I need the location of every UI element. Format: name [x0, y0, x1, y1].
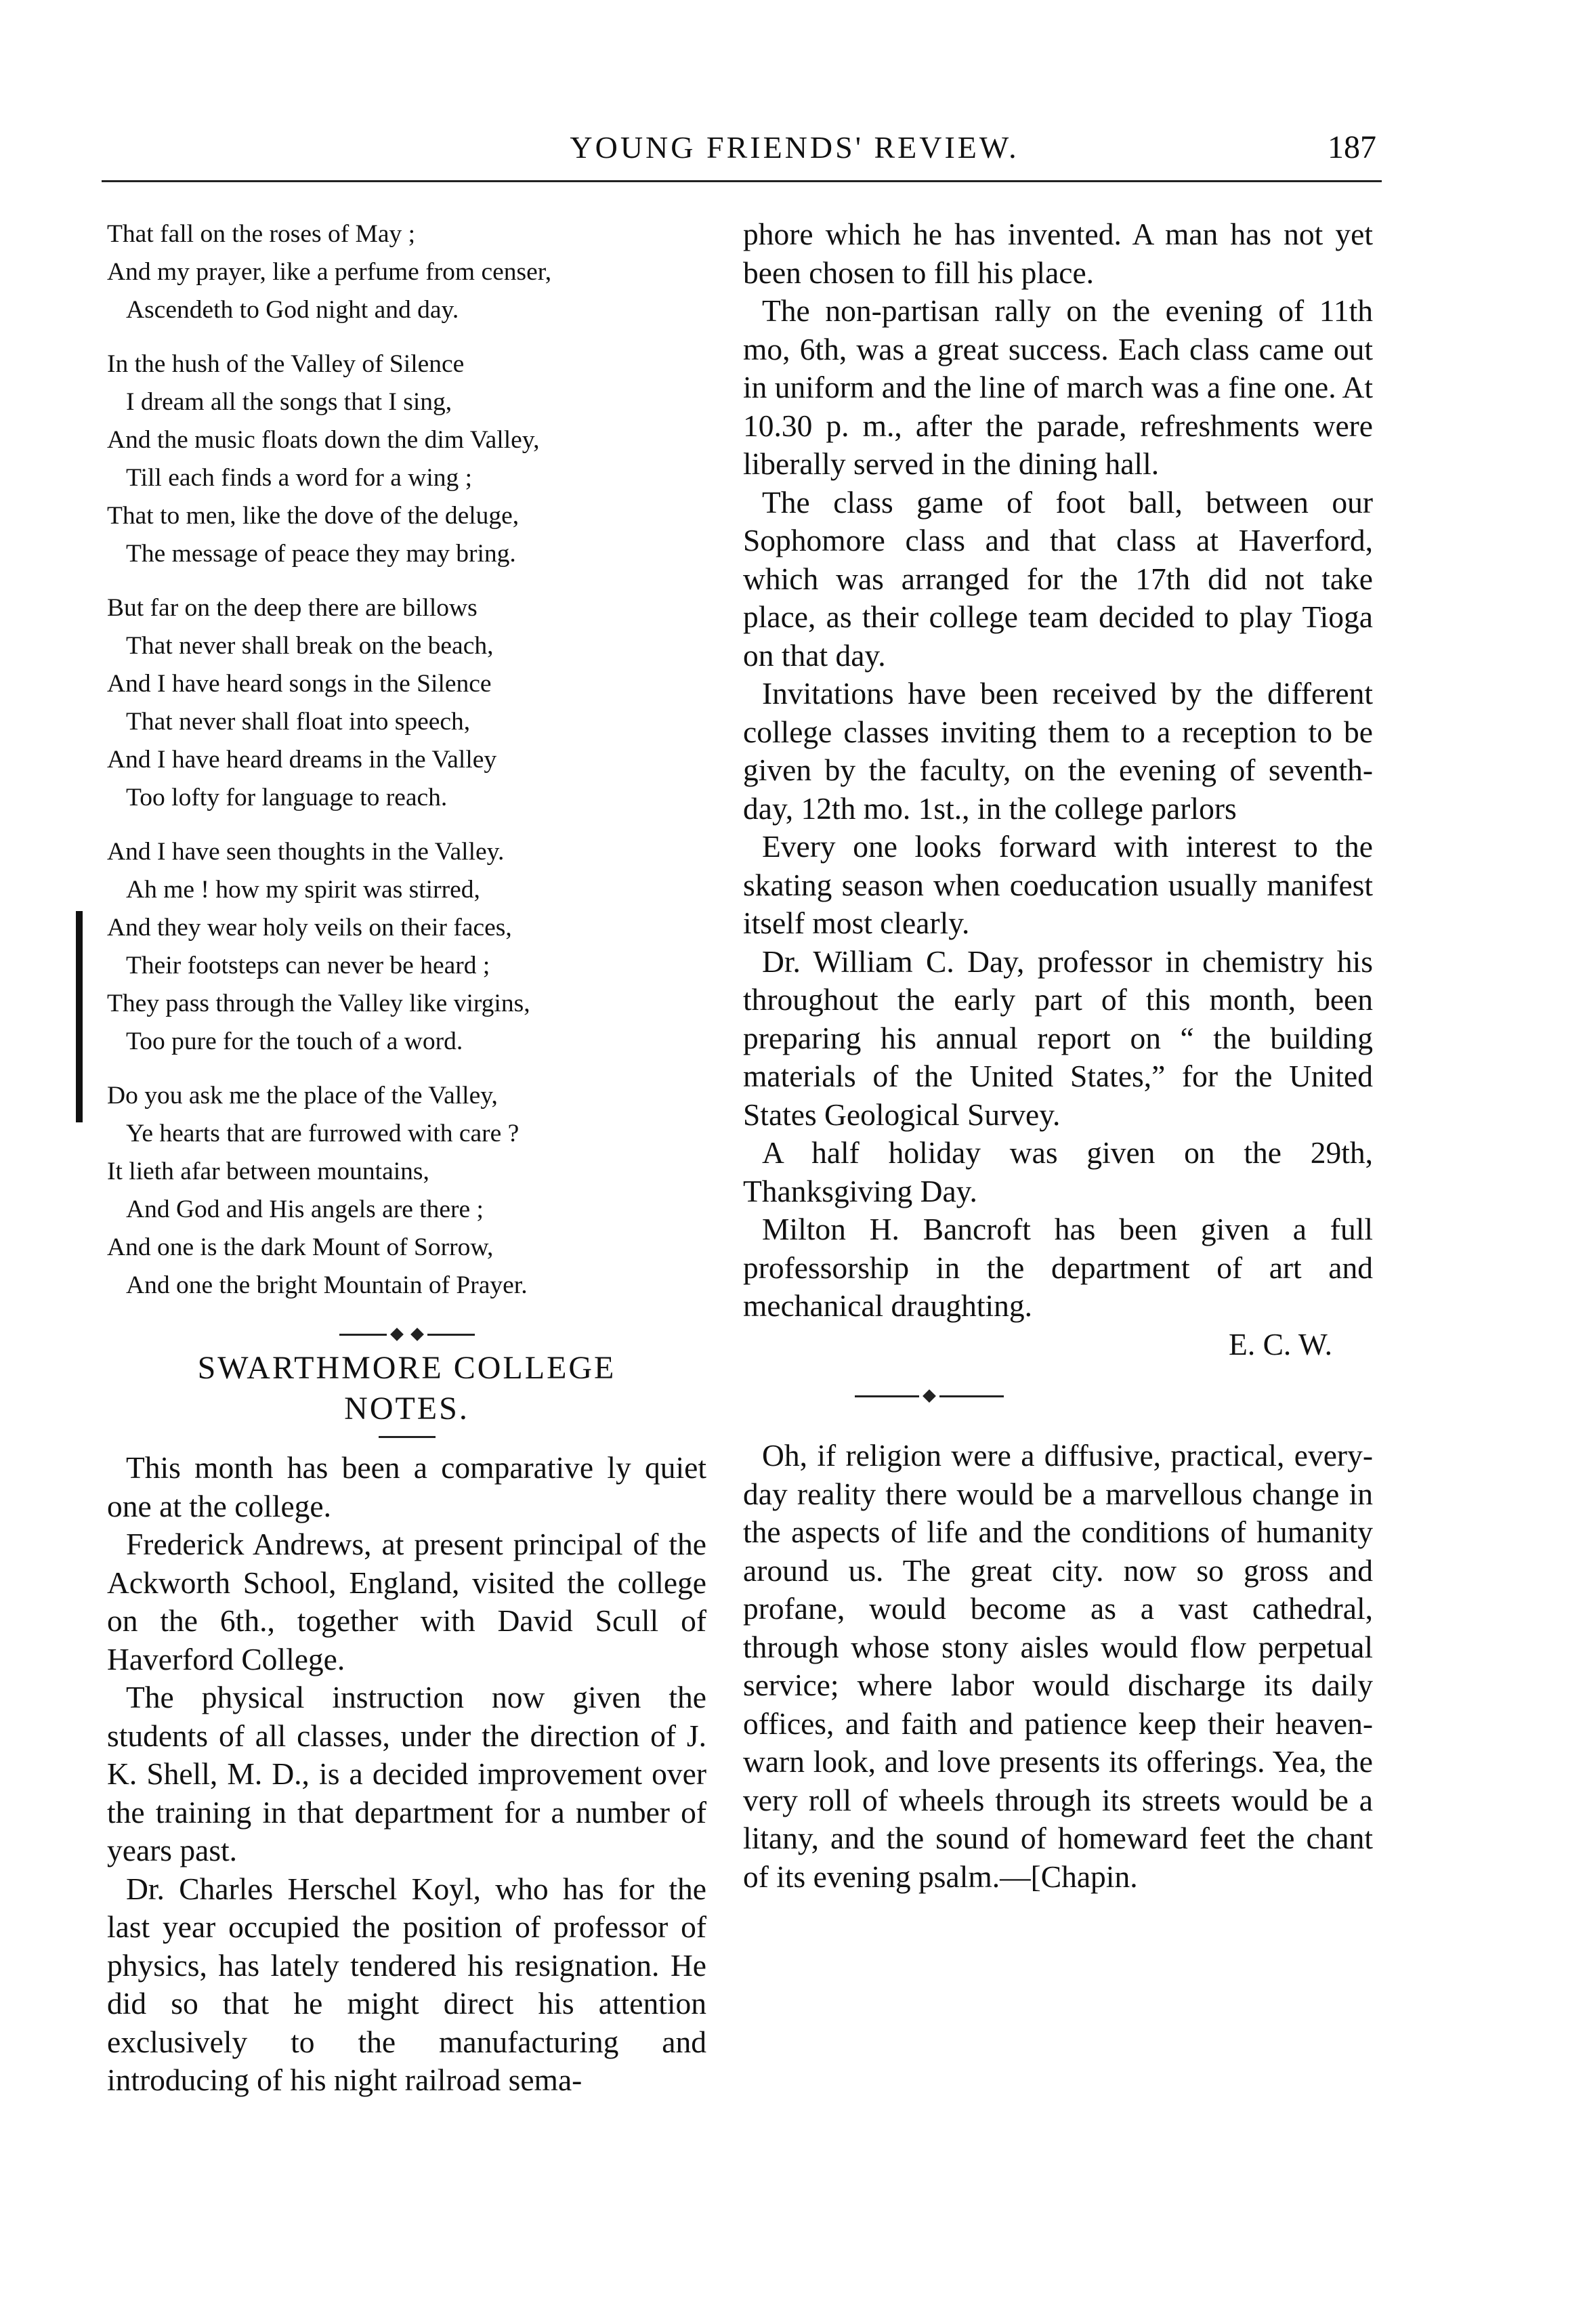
- page-number: 187: [1328, 129, 1376, 165]
- poem-line: Too pure for the touch of a word.: [126, 1028, 463, 1055]
- paragraph: Every one looks forward with interest to the skating season when coeducation usually manifest itself most clearly.: [743, 829, 1373, 940]
- poem-line: That to men, like the dove of the deluge,: [107, 502, 520, 530]
- poem-stanza: [107, 589, 706, 817]
- right-column: [743, 215, 1373, 1896]
- paragraph-continuation: phore which he has invented. A man has not yet been chosen to fill his place.: [743, 217, 1373, 290]
- poem-line: Ascendeth to God night and day.: [126, 296, 459, 324]
- header-rule: [102, 180, 1382, 182]
- paragraph: A half holiday was given on the 29th, Thanksgiving Day.: [743, 1135, 1373, 1208]
- paragraph: The physical instruction now given the students of all classes, under the direction of J. K. Shell, M. D., is a decided improvement over the training in that department for a number of years past.: [107, 1680, 706, 1867]
- poem-line: And one the bright Mountain of Prayer.: [126, 1271, 528, 1299]
- poem-stanza: [107, 345, 706, 573]
- section-title-line: SWARTHMORE COLLEGE: [197, 1350, 616, 1386]
- poem-stanza: [107, 833, 706, 1061]
- poem-line: And my prayer, like a perfume from censer,: [107, 258, 552, 286]
- poem-line: And the music floats down the dim Valley,: [107, 426, 540, 454]
- poem-line: Ye hearts that are furrowed with care ?: [126, 1120, 520, 1147]
- poem-line: Do you ask me the place of the Valley,: [107, 1082, 498, 1110]
- paragraph: Frederick Andrews, at present principal of the Ackworth School, England, visited the college on the 6th., together with David Scull of Haverford College.: [107, 1527, 706, 1676]
- notes-right-text: [743, 215, 1373, 1364]
- paragraph: Invitations have been received by the different college classes inviting them to a reception to be given by the faculty, on the evening of seventh-day, 12th mo. 1st., in the college parlors: [743, 676, 1373, 826]
- margin-mark: [76, 911, 83, 1122]
- closing-paragraph: Oh, if religion were a diffusive, practical, every-day reality there would be a marvellous change in the aspects of life and the conditions of humanity around us. The great city. now so gross and profane, would become as a vast cathedral, through whose stony aisles would flow perpetual service; where labor would discharge its daily offices, and faith and patience keep their heaven-warn look, and love presents its offerings. Yea, the very roll of wheels through its streets would be a litany, and the sound of homeward feet the chant of its evening psalm.—[Chapin.: [743, 1438, 1373, 1894]
- paragraph: Milton H. Bancroft has been given a full professorship in the department of art and mechanical draughting.: [743, 1212, 1373, 1323]
- section-ornament: [107, 1321, 706, 1348]
- poem-line: And one is the dark Mount of Sorrow,: [107, 1233, 494, 1261]
- section-title-line: NOTES.: [344, 1391, 469, 1427]
- poem-line: It lieth afar between mountains,: [107, 1158, 429, 1185]
- author-signature: E. C. W.: [1229, 1326, 1332, 1361]
- poem-line: And I have seen thoughts in the Valley.: [107, 838, 505, 866]
- paragraph: This month has been a comparative ly quiet one at the college.: [107, 1450, 706, 1523]
- notes-left-text: [107, 1449, 706, 2100]
- poem-line: And I have heard songs in the Silence: [107, 670, 492, 698]
- poem-line: And God and His angels are there ;: [126, 1196, 484, 1223]
- poem-line: And I have heard dreams in the Valley: [107, 746, 497, 774]
- poem-line: And they wear holy veils on their faces,: [107, 914, 512, 942]
- poem-line: Too lofty for language to reach.: [126, 784, 448, 811]
- poem: [107, 215, 706, 1305]
- section-ornament: [743, 1382, 1373, 1410]
- paragraph: The non-partisan rally on the evening of 11th mo, 6th, was a great success. Each class came out in uniform and the line of march was a fine one. At 10.30 p. m., after the parade, refreshments were liberally served in the dining hall.: [743, 293, 1373, 481]
- poem-line: That never shall break on the beach,: [126, 632, 494, 660]
- closing-text: [743, 1437, 1373, 1896]
- poem-line: That never shall float into speech,: [126, 708, 471, 736]
- poem-stanza: [107, 215, 706, 329]
- poem-line: They pass through the Valley like virgins,: [107, 990, 530, 1017]
- left-column: [107, 215, 706, 2100]
- paragraph: Dr. William C. Day, professor in chemistry his throughout the early part of this month, been preparing his annual report on “ the building materials of the United States,” for the United States Geological Survey.: [743, 944, 1373, 1132]
- section-title: [107, 1348, 706, 1429]
- paragraph: The class game of foot ball, between our Sophomore class and that class at Haverford, which was arranged for the 17th did not take place, as their college team decided to play Tioga on that day.: [743, 484, 1373, 673]
- running-header-title: YOUNG FRIENDS' REVIEW.: [570, 130, 1019, 165]
- poem-line: But far on the deep there are billows: [107, 594, 478, 622]
- title-rule: [379, 1436, 436, 1438]
- poem-line: I dream all the songs that I sing,: [126, 388, 452, 416]
- poem-line: That fall on the roses of May ;: [107, 220, 416, 248]
- poem-line: In the hush of the Valley of Silence: [107, 350, 465, 378]
- poem-line: Till each finds a word for a wing ;: [126, 464, 473, 492]
- poem-stanza: [107, 1077, 706, 1305]
- poem-line: The message of peace they may bring.: [126, 540, 516, 568]
- poem-line: Their footsteps can never be heard ;: [126, 952, 490, 979]
- paragraph: Dr. Charles Herschel Koyl, who has for the last year occupied the position of professor of physics, has lately tendered his resignation. He did so that he might direct his attention exclusively to the manufacturing and introducing of his night railroad sema-: [107, 1871, 706, 2097]
- poem-line: Ah me ! how my spirit was stirred,: [126, 876, 480, 904]
